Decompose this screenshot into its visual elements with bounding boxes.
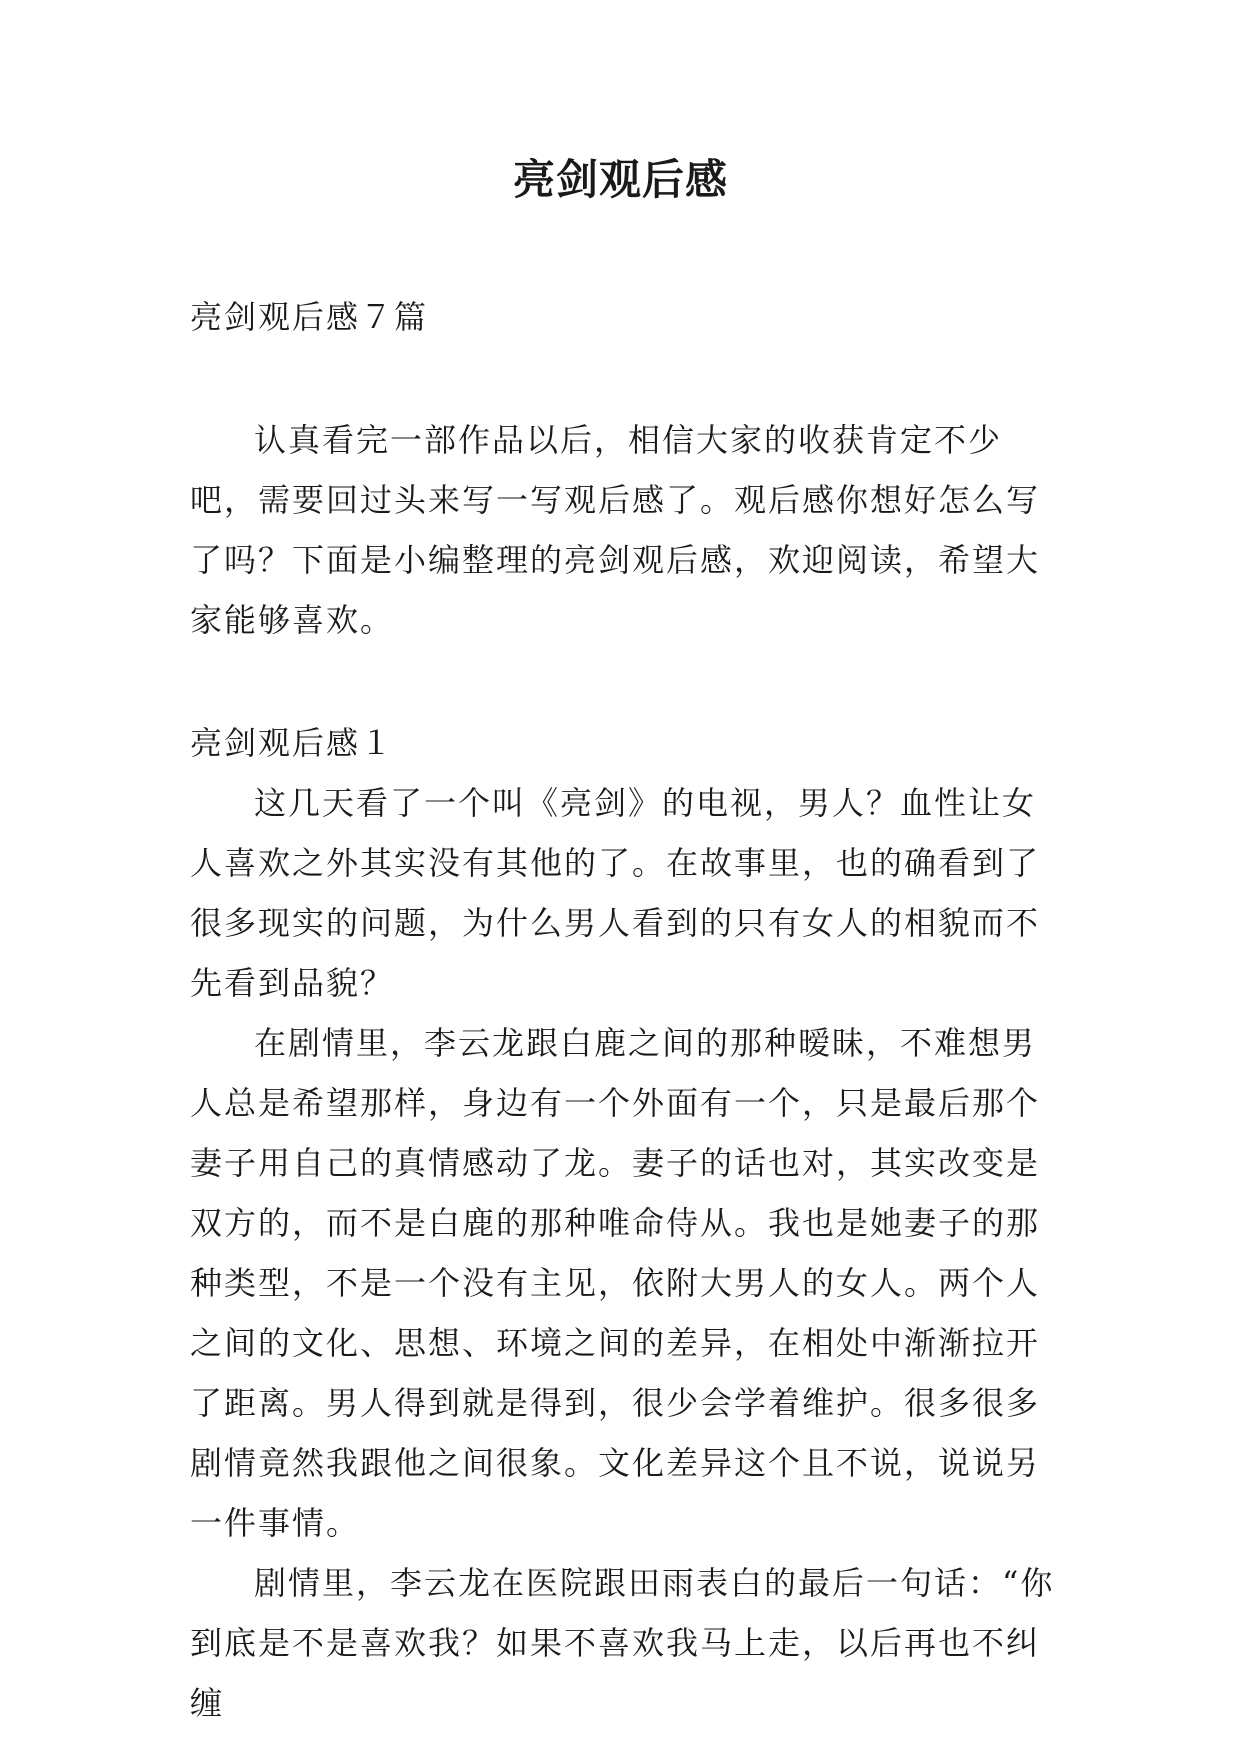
spacer bbox=[190, 347, 1060, 410]
document-title: 亮剑观后感 bbox=[512, 155, 728, 204]
spacer bbox=[190, 650, 1060, 713]
document-body bbox=[190, 287, 1060, 1733]
body-paragraph: 这几天看了一个叫《亮剑》的电视，男人？血性让女人喜欢之外其实没有其他的了。在故事里，也的确看到了很多现实的问题，为什么男人看到的只有女人的相貌而不先看到品貌？ bbox=[190, 784, 1041, 1002]
section-heading: 亮剑观后感１ bbox=[190, 724, 395, 762]
document-subtitle: 亮剑观后感７篇 bbox=[190, 298, 429, 336]
intro-paragraph: 认真看完一部作品以后，相信大家的收获肯定不少吧，需要回过头来写一写观后感了。观后感你想好怎么写了吗？下面是小编整理的亮剑观后感，欢迎阅读，希望大家能够喜欢。 bbox=[190, 421, 1041, 639]
body-paragraph: 在剧情里，李云龙跟白鹿之间的那种暧昧，不难想男人总是希望那样，身边有一个外面有一个，只是最后那个妻子用自己的真情感动了龙。妻子的话也对，其实改变是双方的，而不是白鹿的那种唯命侍从。我也是她妻子的那种类型，不是一个没有主见，依附大男人的女人。两个人之间的文化、思想、环境之间的差异，在相处中渐渐拉开了距离。男人得到就是得到，很少会学着维护。很多很多剧情竟然我跟他之间很象。文化差异这个且不说，说说另一件事情。 bbox=[190, 1024, 1041, 1542]
body-paragraph: 剧情里，李云龙在医院跟田雨表白的最后一句话：“你到底是不是喜欢我？如果不喜欢我马上走，以后再也不纠缠 bbox=[190, 1564, 1055, 1722]
